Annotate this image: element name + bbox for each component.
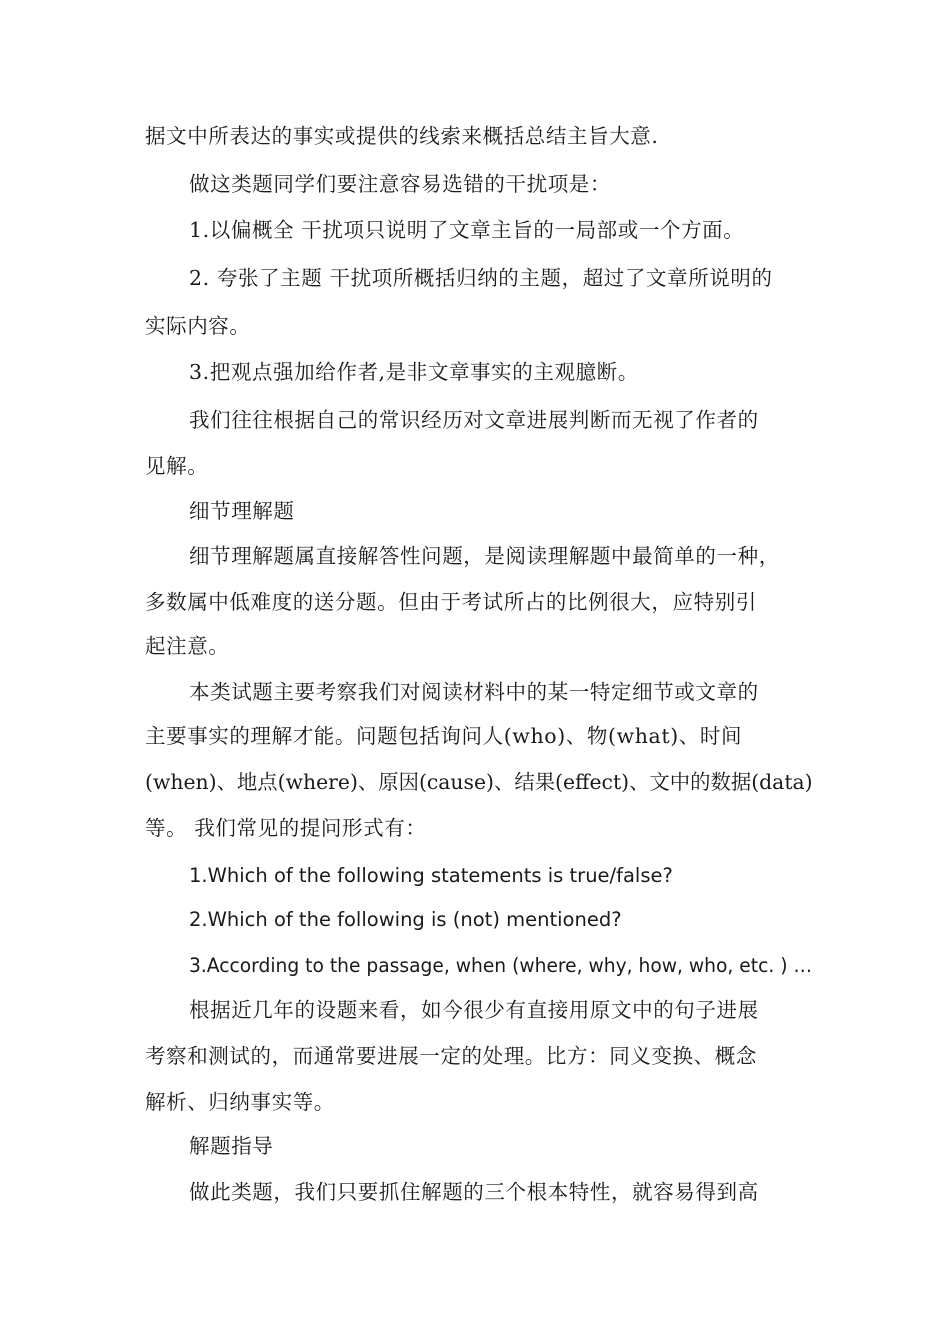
paragraph-line: 据文中所表达的事实或提供的线索来概括总结主旨大意. [145,124,659,148]
paragraph-line: 解析、归纳事实等。 [145,1090,335,1114]
list-item: 1.以偏概全 干扰项只说明了文章主旨的一局部或一个方面。 [189,218,745,242]
list-item: 2. 夸张了主题 干扰项所概括归纳的主题，超过了文章所说明的 [189,266,773,290]
question-example: 1.Which of the following statements is true/false? [189,864,673,887]
paragraph-line: 根据近几年的设题来看，如今很少有直接用原文中的句子进展 [189,998,759,1022]
paragraph-line: 做这类题同学们要注意容易选错的干扰项是： [189,172,611,196]
section-heading: 解题指导 [189,1134,274,1158]
paragraph-line: 主要事实的理解才能。问题包括询问人(who)、物(what)、时间 [145,724,743,748]
paragraph-line: (when)、地点(where)、原因(cause)、结果(effect)、文中的数据(data) [145,770,813,794]
question-example: 3.According to the passage, when (where, why, how, who, etc. ) … [189,954,813,977]
paragraph-line: 考察和测试的，而通常要进展一定的处理。比方：同义变换、概念 [145,1044,757,1068]
paragraph-line: 起注意。 [145,634,230,658]
paragraph-line: 实际内容。 [145,314,251,338]
question-example: 2.Which of the following is (not) mentioned? [189,908,622,931]
paragraph-line: 见解。 [145,454,209,478]
section-heading: 细节理解题 [189,499,295,523]
paragraph-line: 多数属中低难度的送分题。但由于考试所占的比例很大，应特别引 [145,590,757,614]
list-item: 3.把观点强加给作者,是非文章事实的主观臆断。 [189,360,639,384]
paragraph-line: 我们往往根据自己的常识经历对文章进展判断而无视了作者的 [189,408,759,432]
paragraph-line: 细节理解题属直接解答性问题，是阅读理解题中最简单的一种， [189,544,780,568]
paragraph-line: 做此类题，我们只要抓住解题的三个根本特性，就容易得到高 [189,1180,759,1204]
paragraph-line: 等。 我们常见的提问形式有： [145,816,427,840]
paragraph-line: 本类试题主要考察我们对阅读材料中的某一特定细节或文章的 [189,680,759,704]
